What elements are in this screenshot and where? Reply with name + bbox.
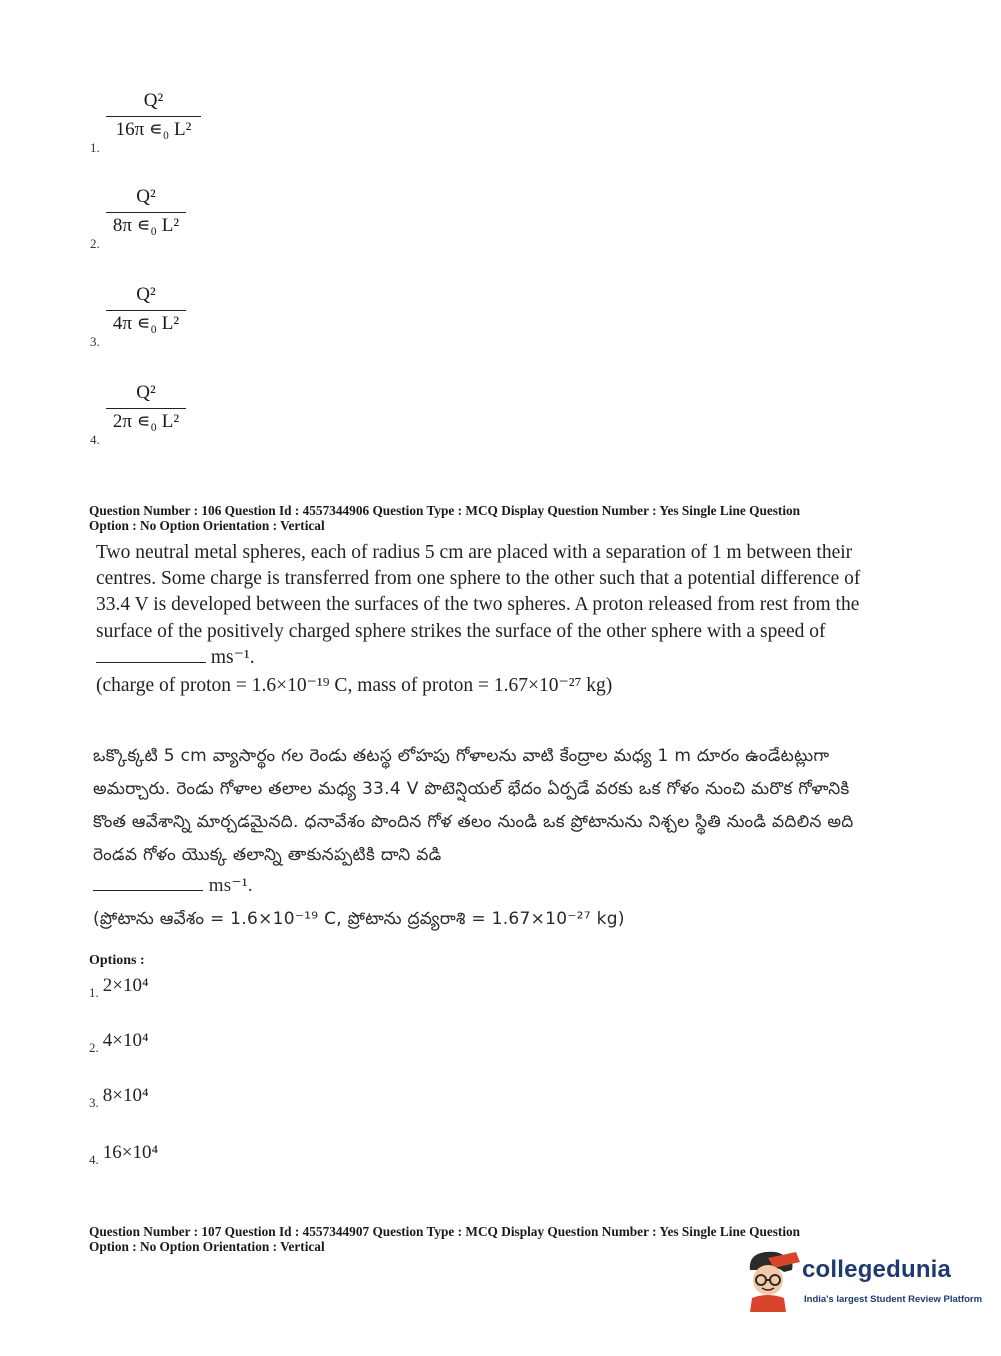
option-value: 4×10⁴ [102, 1030, 149, 1051]
option-number: 4. [89, 1152, 99, 1167]
fraction-numerator: Q² [136, 382, 156, 403]
question-text: Two neutral metal spheres, each of radius 5 cm are placed with a separation of 1 m between their centres. Some charge is transferred from one sphere to the other such that a potential difference of 33.4 V is developed between the surfaces of the two spheres. A proton released from rest from the surface of the positively charged sphere strikes the surface of the other sphere with a speed of [96, 542, 861, 642]
fraction-numerator: Q² [136, 186, 156, 207]
option-number: 3. [90, 334, 100, 349]
meta-line-1: Question Number : 107 Question Id : 4557344907 Question Type : MCQ Display Question Number : Yes Single Line Question [89, 1224, 801, 1239]
prev-option-1[interactable] [88, 88, 288, 168]
option-4[interactable] [89, 1142, 159, 1167]
question-unit-telugu: ms⁻¹. [208, 875, 253, 896]
logo-wordmark: collegedunia [802, 1256, 952, 1283]
answer-blank [93, 872, 203, 891]
prev-option-3[interactable] [88, 282, 288, 362]
option-value: 2×10⁴ [102, 975, 149, 996]
question-note: (charge of proton = 1.6×10⁻¹⁹ C, mass of proton = 1.67×10⁻²⁷ kg) [96, 675, 613, 697]
meta-line-2: Option : No Option Orientation : Vertical [89, 518, 325, 533]
option-value: 16×10⁴ [102, 1142, 159, 1163]
question-106-english [96, 540, 866, 699]
option-3[interactable] [89, 1085, 149, 1110]
question-106-telugu [93, 740, 863, 936]
option-number: 1. [90, 140, 100, 155]
fraction-denominator: 4π ∊₀ L² [112, 313, 180, 334]
meta-line-2: Option : No Option Orientation : Vertical [89, 1239, 325, 1254]
prev-option-2[interactable] [88, 184, 288, 264]
prev-option-4[interactable] [88, 380, 288, 460]
option-number: 2. [90, 236, 100, 251]
option-2[interactable] [89, 1030, 149, 1055]
fraction-denominator: 8π ∊₀ L² [112, 215, 180, 236]
question-note-telugu: (ప్రోటాను ఆవేశం = 1.6×10⁻¹⁹ C, ప్రోటాను ద్రవ్యరాశి = 1.67×10⁻²⁷ kg) [93, 909, 625, 929]
logo-tagline: India's largest Student Review Platform [804, 1294, 983, 1305]
option-number: 2. [89, 1040, 99, 1055]
option-number: 3. [89, 1095, 99, 1110]
fraction-numerator: Q² [136, 284, 156, 305]
answer-blank [96, 646, 206, 663]
fraction-denominator: 2π ∊₀ L² [112, 411, 180, 432]
question-unit: ms⁻¹. [210, 646, 255, 668]
option-number: 1. [89, 985, 99, 1000]
fraction-numerator: Q² [143, 90, 164, 111]
collegedunia-logo[interactable] [744, 1248, 983, 1318]
meta-line-1: Question Number : 106 Question Id : 4557344906 Question Type : MCQ Display Question Number : Yes Single Line Question [89, 503, 801, 518]
question-text-telugu: ఒక్కొక్కటి 5 cm వ్యాసార్థం గల రెండు తటస్థ లోహపు గోళాలను వాటి కేంద్రాల మధ్య 1 m దూరం ఉండేటట్లుగా అమర్చారు. రెండు గోళాల తలాల మధ్య 33.4 V పొటెన్షియల్ భేదం ఏర్పడే వరకు ఒక గోళం నుంచి మరొక గోళానికి కొంత ఆవేశాన్ని మార్చడమైనది. ధనావేశం పొందిన గోళ తలం నుండి ఒక ప్రోటానును నిశ్చల స్థితి నుండి వదిలిన అది రెండవ గోళం యొక్క తలాన్ని తాకునప్పటికి దాని వడి [93, 746, 854, 865]
option-value: 8×10⁴ [102, 1085, 149, 1106]
option-number: 4. [90, 432, 100, 447]
options-label: Options : [89, 953, 145, 968]
question-106-meta [89, 503, 889, 533]
option-1[interactable] [89, 975, 149, 1000]
fraction-denominator: 16π ∊₀ L² [115, 119, 192, 140]
mascot-icon [744, 1248, 802, 1312]
